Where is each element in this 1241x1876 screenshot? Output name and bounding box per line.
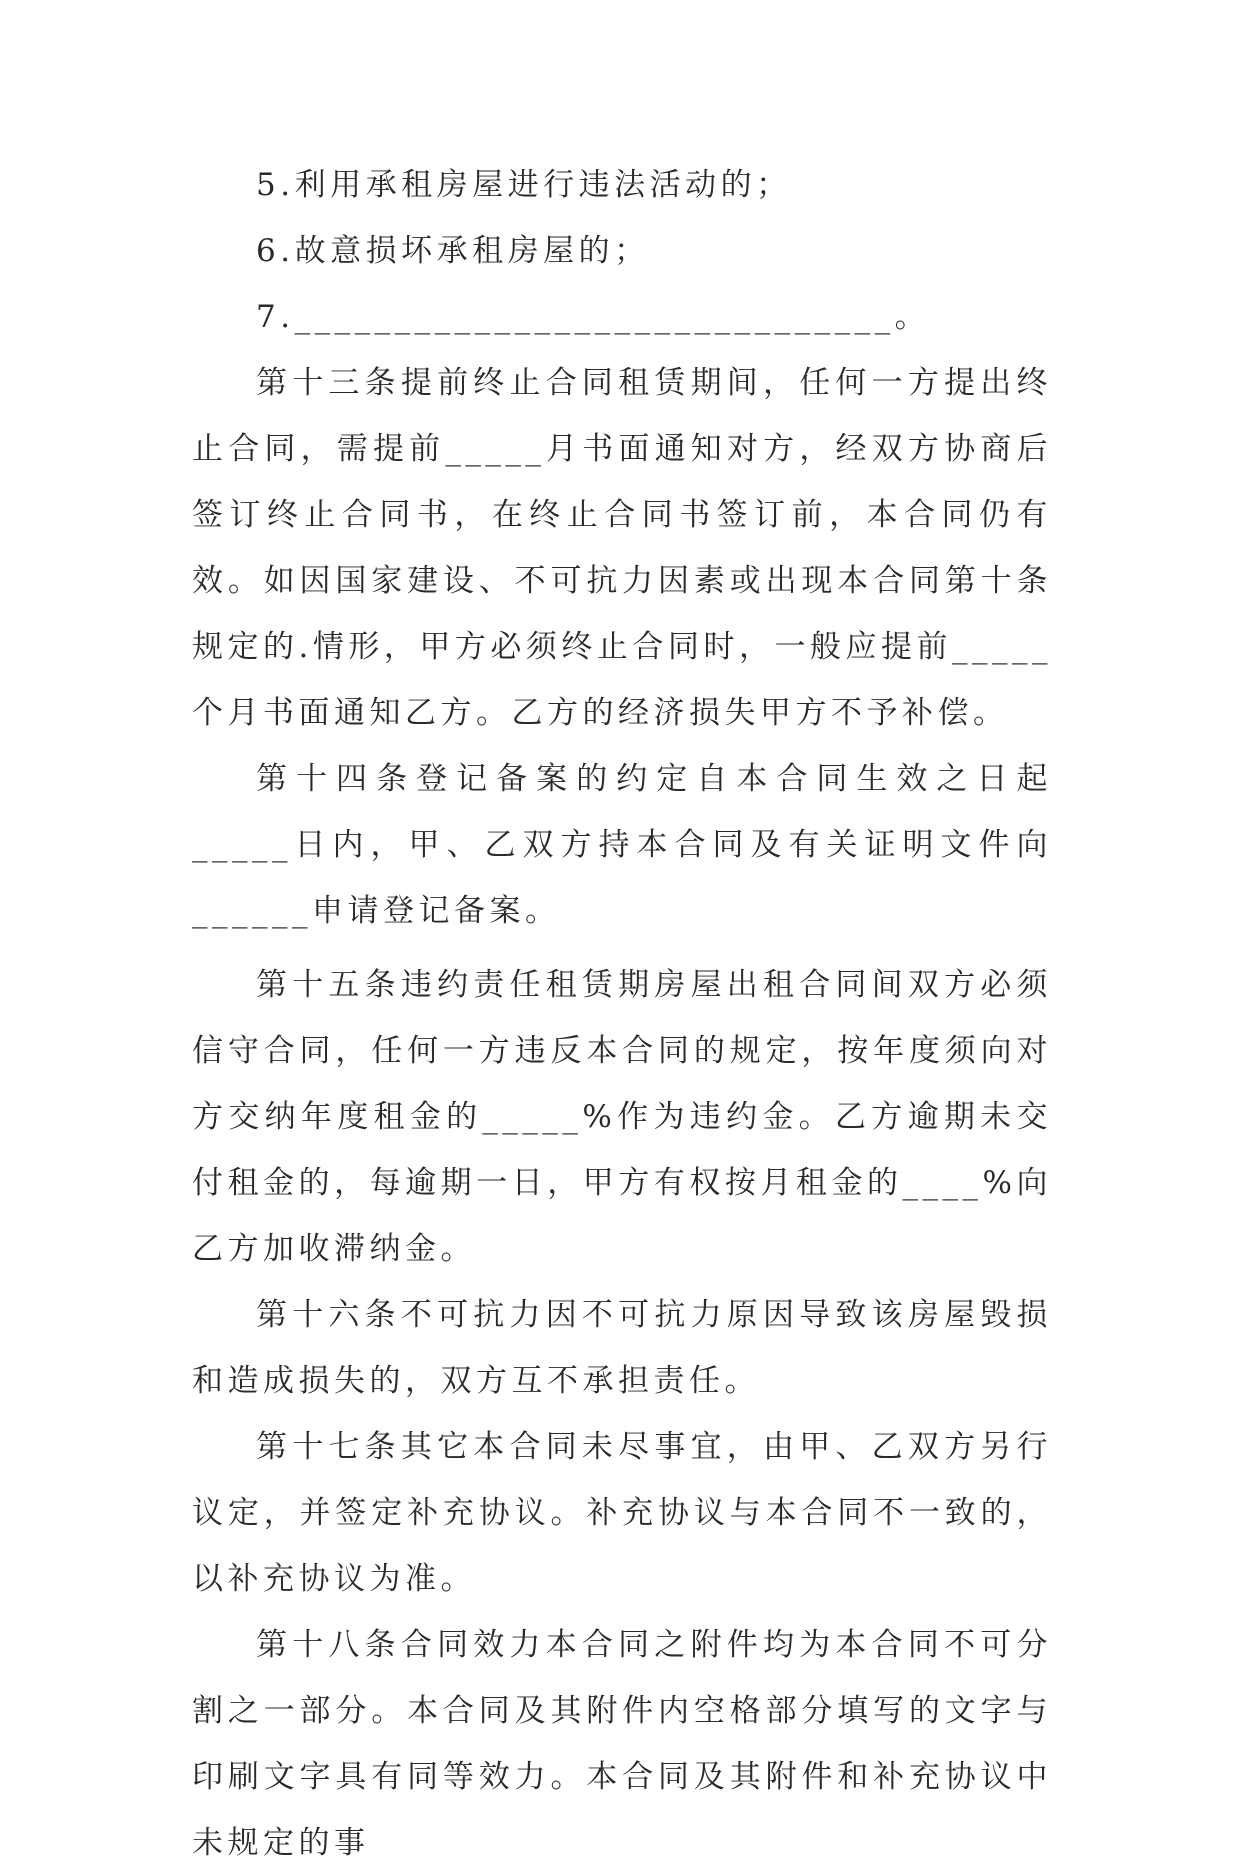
article-15-liability: 第十五条违约责任租赁期房屋出租合同间双方必须信守合同，任何一方违反本合同的规定，按年度须向对方交纳年度租金的_____%作为违约金。乙方逾期未交付租金的，每逾期一日，甲方有权按月租金的____%向乙方加收滞纳金。 <box>192 967 1052 1267</box>
document-page <box>192 152 1052 1876</box>
article-13-early-termination: 第十三条提前终止合同租赁期间，任何一方提出终止合同，需提前_____月书面通知对方，经双方协商后签订终止合同书，在终止合同书签订前，本合同仍有效。如因国家建设、不可抗力因素或出现本合同第十条规定的.情形，甲方必须终止合同时，一般应提前_____个月书面通知乙方。乙方的经济损失甲方不予补偿。 <box>192 365 1052 731</box>
article-14-registration: 第十四条登记备案的约定自本合同生效之日起_____日内，甲、乙双方持本合同及有关证明文件向______申请登记备案。 <box>192 761 1052 929</box>
clause-item-5: 5.利用承租房屋进行违法活动的； <box>256 167 792 203</box>
article-18-effect: 第十八条合同效力本合同之附件均为本合同不可分割之一部分。本合同及其附件内空格部分填写的文字与印刷文字具有同等效力。本合同及其附件和补充协议中未规定的事 <box>192 1627 1052 1861</box>
article-16-force-majeure: 第十六条不可抗力因不可抗力原因导致该房屋毁损和造成损失的，双方互不承担责任。 <box>192 1297 1052 1399</box>
clause-item-6: 6.故意损坏承租房屋的； <box>256 233 650 269</box>
clause-item-7: 7.______________________________。 <box>256 299 931 335</box>
article-17-other: 第十七条其它本合同未尽事宜，由甲、乙双方另行议定，并签定补充协议。补充协议与本合同不一致的，以补充协议为准。 <box>192 1429 1052 1597</box>
